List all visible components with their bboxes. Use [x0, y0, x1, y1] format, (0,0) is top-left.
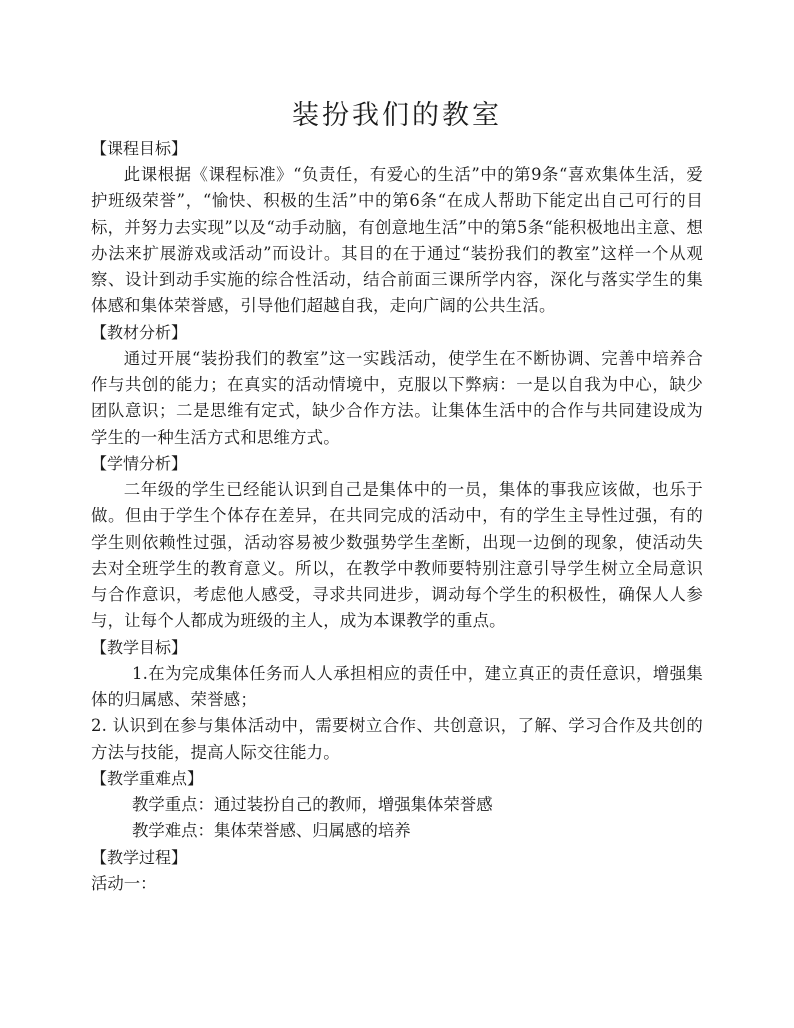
document-title: 装扮我们的教室	[292, 100, 502, 131]
teaching-goal-item-2: 2. 认识到在参与集体活动中，需要树立合作、共创意识，了解、学习合作及共创的方法与技能，提高人际交往能力。	[91, 716, 703, 762]
teaching-goal-item-1: 1.在为完成集体任务而人人承担相应的责任中，建立真正的责任意识，增强集体的归属感、荣誉感；	[91, 663, 703, 710]
section-heading-student-analysis: 【学情分析】	[91, 453, 188, 473]
section-heading-teaching-goal: 【教学目标】	[91, 637, 188, 657]
document-page	[91, 96, 703, 897]
material-analysis-paragraph: 通过开展“装扮我们的教室”这一实践活动，使学生在不断协调、完善中培养合作与共创的能力；在真实的活动情境中，克服以下弊病：一是以自我为中心，缺少团队意识；二是思维有定式，缺少合作方法。让集体生活中的合作与共同建设成为学生的一种生活方式和思维方式。	[91, 348, 703, 447]
teaching-difficulty-line: 教学难点：集体荣誉感、归属感的培养	[132, 821, 411, 841]
teaching-focus-line: 教学重点：通过装扮自己的教师，增强集体荣誉感	[132, 794, 493, 814]
section-heading-process: 【教学过程】	[91, 847, 188, 867]
activity-one-label: 活动一：	[91, 873, 157, 893]
student-analysis-paragraph: 二年级的学生已经能认识到自己是集体中的一员，集体的事我应该做，也乐于做。但由于学生个体存在差异，在共同完成的活动中，有的学生主导性过强，有的学生则依赖性过强，活动容易被少数强势学生垄断，出现一边倒的现象，使活动失去对全班学生的教育意义。所以，在教学中教师要特别注意引导学生树立全局意识与合作意识，考虑他人感受，寻求共同进步，调动每个学生的积极性，确保人人参与，让每个人都成为班级的主人，成为本课教学的重点。	[91, 479, 703, 631]
section-heading-course-goal: 【课程目标】	[91, 139, 188, 158]
section-heading-key-points: 【教学重难点】	[91, 768, 204, 788]
section-heading-material-analysis: 【教材分析】	[91, 322, 188, 342]
course-goal-paragraph: 此课根据《课程标准》“负责任，有爱心的生活”中的第9条“喜欢集体生活，爱护班级荣誉”，“愉快、积极的生活”中的第6条“在成人帮助下能定出自己可行的目标，并努力去实现”以及“动手动脑，有创意地生活”中的第5条“能积极地出主意、想办法来扩展游戏或活动”而设计。其目的在于通过“装扮我们的教室”这样一个从观察、设计到动手实施的综合性活动，结合前面三课所学内容，深化与落实学生的集体感和集体荣誉感，引导他们超越自我，走向广阔的公共生活。	[91, 165, 703, 316]
